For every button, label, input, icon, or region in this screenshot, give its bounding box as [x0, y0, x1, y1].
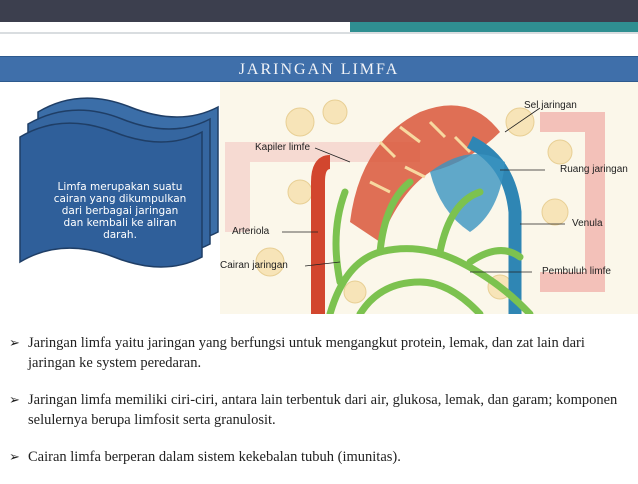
scroll-line: Limfa merupakan suatu [57, 181, 183, 193]
bullet-item [6, 390, 632, 430]
label-kapiler-limfe: Kapiler limfe [255, 142, 311, 153]
scroll-line: darah. [103, 229, 137, 241]
slide-header-bar [0, 0, 638, 22]
bullet-list [6, 333, 632, 484]
label-arteriola: Arteriola [232, 226, 270, 237]
bullet-text: Cairan limfa berperan dalam sistem kekebalan tubuh (imunitas). [28, 449, 401, 465]
header-divider [0, 32, 638, 34]
scroll-definition-text [34, 181, 206, 241]
title-bar [0, 56, 638, 82]
arrowhead-bullet-icon: ➢ [9, 392, 20, 407]
label-ruang-jaringan: Ruang jaringan [560, 164, 628, 175]
bullet-item [6, 333, 632, 373]
header-accent-stripe [350, 22, 638, 32]
bullet-item [6, 447, 632, 467]
scroll-line: cairan yang dikumpulkan [53, 193, 187, 205]
scroll-line: dari berbagai jaringan [61, 205, 179, 217]
slide-title: JARINGAN LIMFA [238, 61, 400, 78]
scroll-line: dan kembali ke aliran [63, 217, 177, 229]
label-pembuluh-limfe: Pembuluh limfe [542, 266, 611, 277]
arrowhead-bullet-icon: ➢ [9, 335, 20, 350]
bullet-text: Jaringan limfa yaitu jaringan yang berfungsi untuk mengangkut protein, lemak, dan zat lain dari jaringan ke system peredaran. [28, 335, 585, 371]
label-sel-jaringan: Sel jaringan [524, 100, 577, 111]
arrowhead-bullet-icon: ➢ [9, 449, 20, 464]
label-cairan-jaringan: Cairan jaringan [220, 260, 288, 271]
label-venula: Venula [572, 218, 603, 229]
bullet-text: Jaringan limfa memiliki ciri-ciri, antara lain terbentuk dari air, glukosa, lemak, dan garam; komponen selulernya berupa limfosit serta granulosit. [28, 392, 618, 428]
